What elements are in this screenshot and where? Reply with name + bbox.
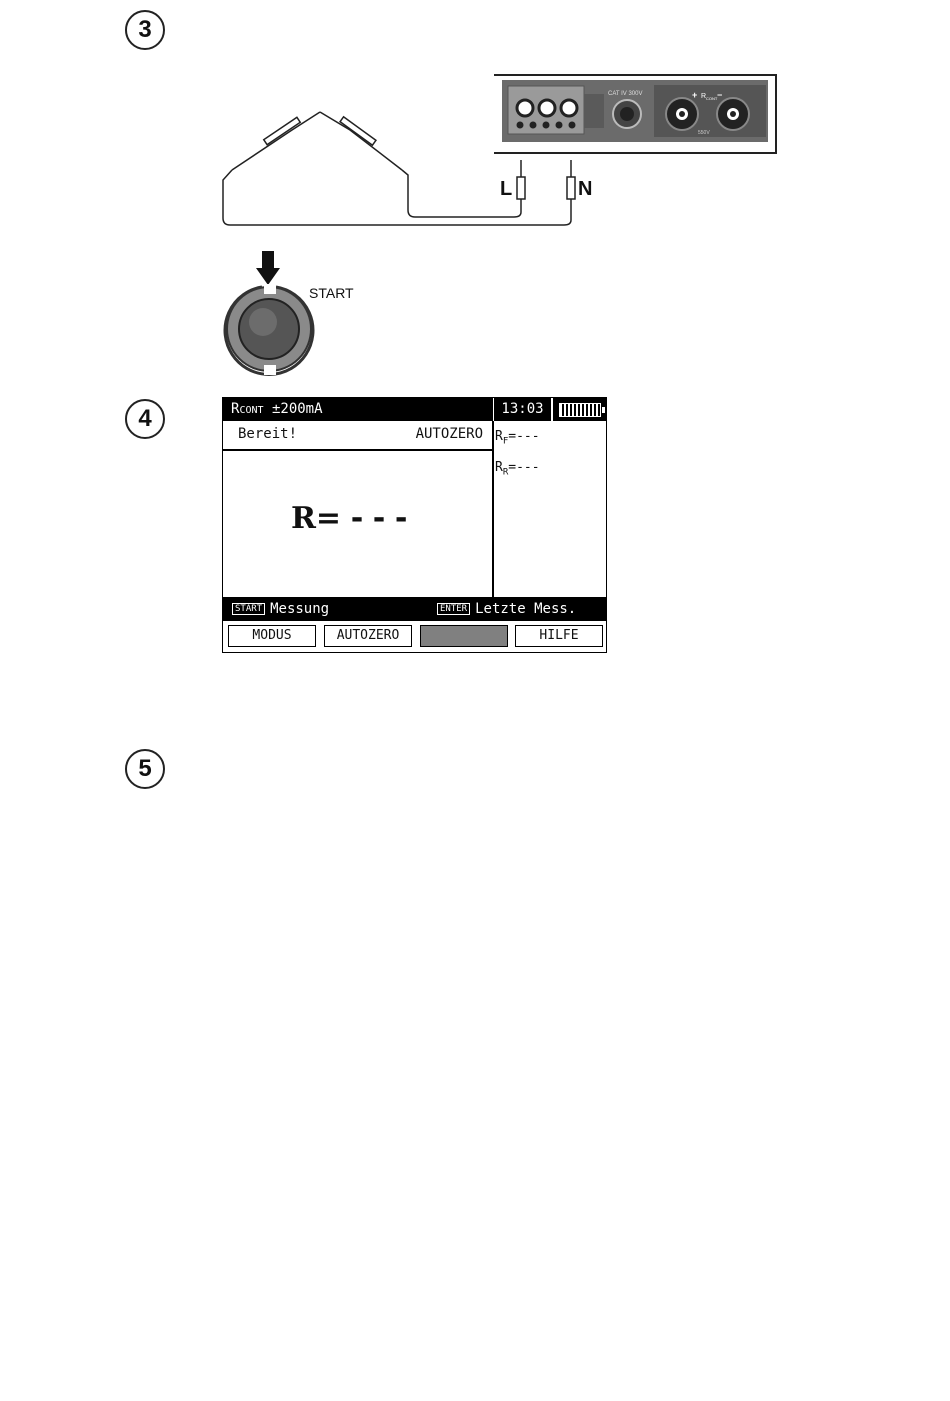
mode-sub: CONT [239,405,264,416]
hint-start: START Messung [232,597,329,621]
mode-current: ±200mA [271,401,323,417]
meter-panel [494,75,776,153]
lcd-mode-bar [223,398,493,421]
lcd-screen [222,397,607,653]
softkey-hilfe[interactable]: HILFE [515,625,603,647]
lcd-result-area [223,451,493,597]
rf-value-row: $R_F=---$ [495,429,540,447]
lead-label-l: L [500,178,513,200]
lcd-key-hints [223,597,606,621]
status-autozero: AUTOZERO [415,426,483,442]
meter-voltage-label: 550V [698,130,710,136]
softkey-autozero[interactable]: AUTOZERO [324,625,412,647]
svg-text:−: − [717,90,723,100]
rr-value-row: $R_R=---$ [495,459,540,478]
start-key-icon: START [232,603,265,615]
step-number-3: 3 [125,10,165,50]
meter-rcont-label: R [701,93,707,100]
softkey-blank[interactable] [420,625,508,647]
lead-label-n: N [578,178,593,200]
step-number-5: 5 [125,749,165,789]
start-button-illustration [225,251,313,375]
svg-text:+: + [692,90,698,100]
result-label: R= [291,501,342,536]
battery-icon [553,398,607,421]
lcd-softkeys [223,621,606,652]
lcd-time: 13:03 [494,398,551,421]
start-label: START [309,285,354,301]
connection-diagram [0,0,950,390]
result-value: --- [348,501,415,536]
enter-key-icon: ENTER [437,603,470,615]
softkey-modus[interactable]: MODUS [228,625,316,647]
meter-rcont-sub: CONT [706,96,718,101]
mode-main: R [231,401,240,417]
lcd-status-row [223,421,493,451]
hint-enter: ENTER Letzte Mess. [437,597,576,621]
status-ready: Bereit! [238,426,298,442]
meter-cat-label: CAT IV 300V [608,91,643,97]
step-number-4: 4 [125,399,165,439]
lcd-side-values [495,424,540,485]
